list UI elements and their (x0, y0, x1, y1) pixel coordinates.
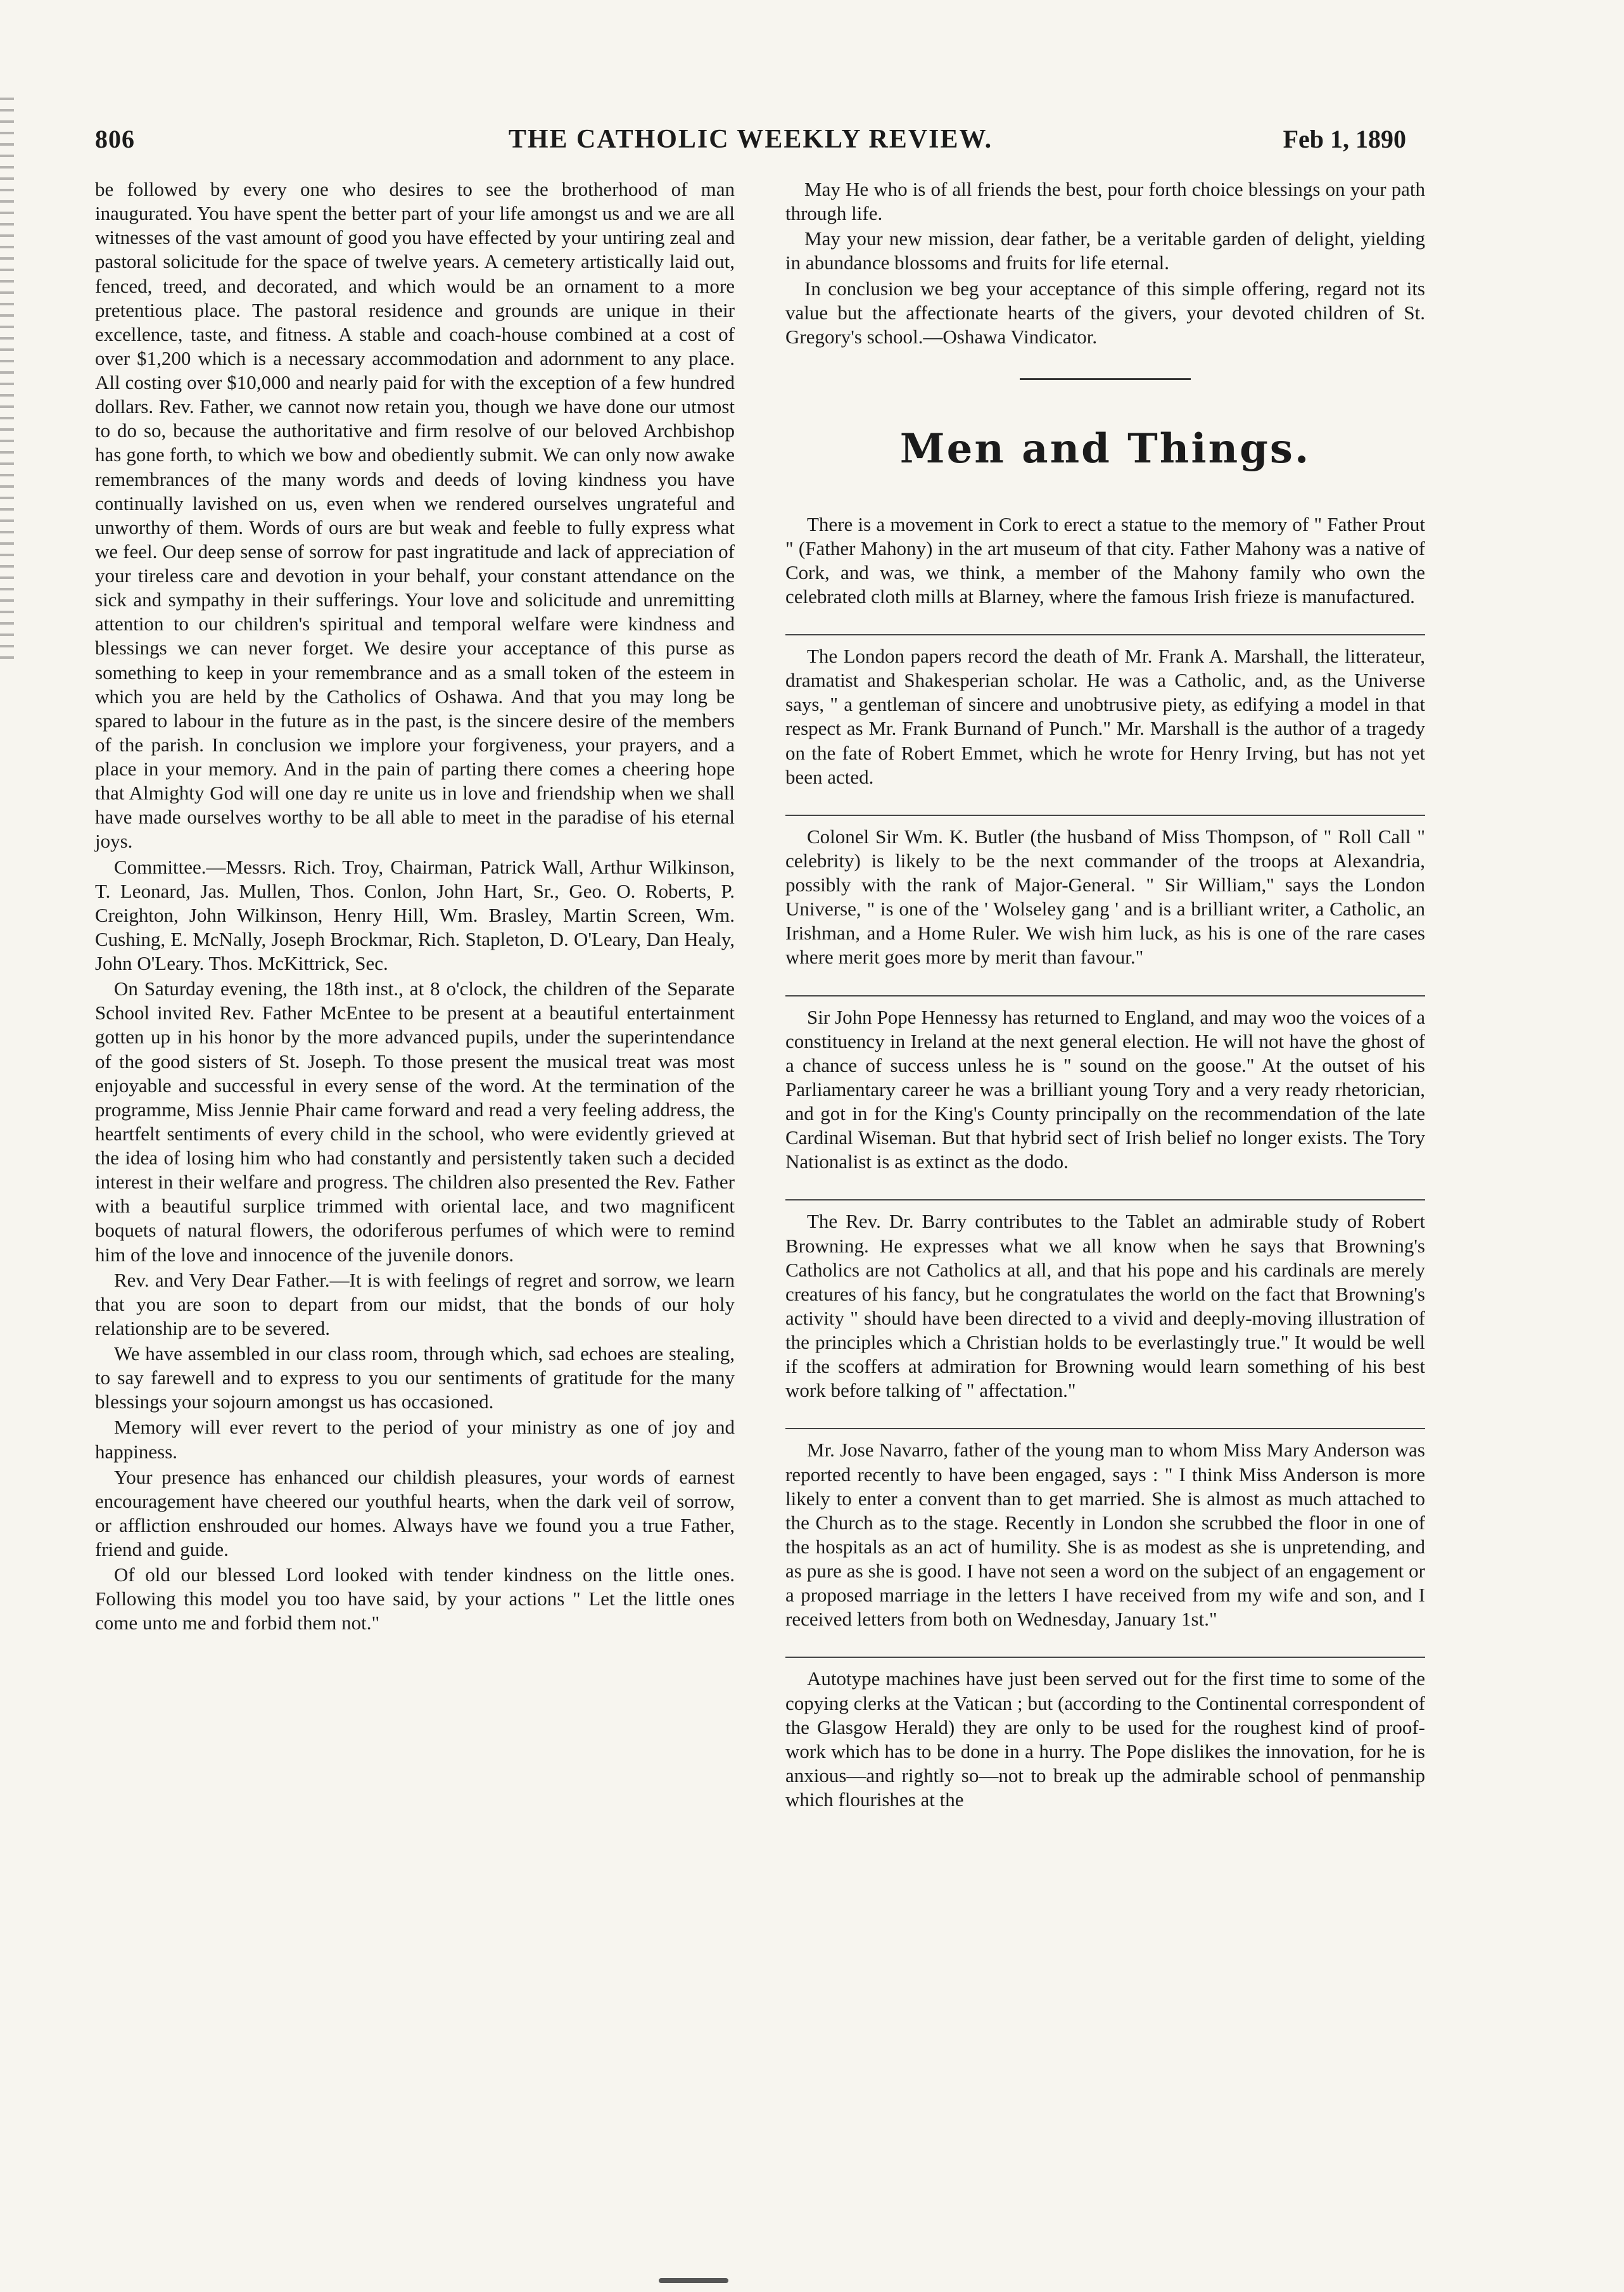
children-address-paragraph: Your presence has enhanced our childish pleasures, your words of earnest encouragement have cheered our youthful hearts, when the dark veil of sorrow, or affliction enshrouded our homes. Always have we found you a true Father, friend and guide. (95, 1465, 735, 1560)
news-item-text: There is a movement in Cork to erect a statue to the memory of " Father Prout " (Father Mahony) in the art museum of that city. Father Mahony was a native of Cork, and was, we think, a member of the Mahony family who own the celebrated cloth mills at Blarney, where the famous Irish frieze is manufactured. (785, 513, 1425, 608)
ink-smudge (659, 2278, 728, 2283)
scan-edge-mark (0, 89, 14, 659)
committee-paragraph: Committee.—Messrs. Rich. Troy, Chairman, Patrick Wall, Arthur Wilkinson, T. Leonard, Jas. Mullen, Thos. Conlon, John Hart, Sr., Geo. O. Roberts, P. Creighton, John Wilkinson, Henry Hill, Wm. Brasley, Martin Screen, Wm. Cushing, E. McNally, Joseph Brockmar, Rich. Stapleton, D. O'Leary, Dan Healy, John O'Leary. Thos. McKittrick, Sec. (95, 855, 735, 974)
page-header (95, 124, 1406, 162)
news-item (785, 1428, 1425, 1631)
children-address-paragraph: Memory will ever revert to the period of your ministry as one of joy and happiness. (95, 1416, 735, 1463)
news-item-text: The Rev. Dr. Barry contributes to the Tablet an admirable study of Robert Browning. He expresses what we all know when he says that Browning's Catholics are not Catholics at all, and that his pope and his cardinals are merely creatures of his fancy, but he congratulates the world on the fact that Browning's activity " should have been directed to a vivid and deeply-moving illustration of the principles which a Christian holds to be everlastingly true." It would be well if the scoffers at admiration for Browning would learn something of his best work before talking of " affectation." (785, 1210, 1425, 1402)
closing-paragraph: May He who is of all friends the best, pour forth choice blessings on your path through life. (785, 178, 1425, 225)
news-item (785, 1199, 1425, 1403)
left-column (95, 177, 735, 1637)
news-item-text: Mr. Jose Navarro, father of the young man to whom Miss Mary Anderson was reported recently to have been engaged, says : " I think Miss Anderson is more likely to enter a convent than to get married. She is almost as much attached to the Church as to the stage. Recently in London she scrubbed the floor in one of the hospitals as an act of humility. She is as modest as she is unpretending, and as pure as she is good. I have not seen a word on the subject of an engagement or a proposed marriage in the letters I have received from my wife and son, and I received letters from both on Wednesday, January 1st." (785, 1439, 1425, 1631)
right-column (785, 177, 1425, 1813)
issue-date: Feb 1, 1890 (1283, 125, 1406, 153)
publication-title: THE CATHOLIC WEEKLY REVIEW. (508, 125, 993, 154)
news-item (785, 513, 1425, 609)
news-item (785, 995, 1425, 1175)
section-divider (1020, 378, 1191, 380)
news-item-text: Autotype machines have just been served out for the first time to some of the copying clerks at the Vatican ; but (according to the Continental correspondent of the Glasgow Herald) they are only to be used for the roughest kind of proof-work which has to be done in a hurry. The Pope dislikes the innovation, for he is anxious—and rightly so—not to break up the admirable school of penmanship which flourishes at the (785, 1667, 1425, 1811)
closing-paragraph: May your new mission, dear father, be a veritable garden of delight, yielding in abundance blossoms and fruits for life eternal. (785, 227, 1425, 274)
entertainment-paragraph: On Saturday evening, the 18th inst., at 8 o'clock, the children of the Separate School invited Rev. Father McEntee to be present at a beautiful entertainment gotten up in his honor by the more advanced pupils, under the superintendance of the good sisters of St. Joseph. To those present the musical treat was most enjoyable and successful in every sense of the word. At the termination of the programme, Miss Jennie Phair came forward and read a very feeling address, the heartfelt sentiments of every child in the school, who were evidently grieved at the idea of losing him who had constantly and persistently taken such a decided interest in their welfare and progress. The children also presented the Rev. Father with a beautiful surplice trimmed with oriental lace, and two magnificent boquets of natural flowers, the odoriferous perfumes of which were to remind him of the love and innocence of the juvenile donors. (95, 977, 735, 1266)
news-item (785, 1657, 1425, 1812)
children-address-salutation: Rev. and Very Dear Father.—It is with feelings of regret and sorrow, we learn that you are soon to depart from our midst, that the bonds of our holy relationship are to be severed. (95, 1268, 735, 1339)
section-title: Men and Things. (899, 424, 1311, 473)
news-item (785, 634, 1425, 789)
address-paragraph: be followed by every one who desires to see the brotherhood of man inaugurated. You have spent the better part of your life amongst us and we are all witnesses of the vast amount of good you have effected by your untiring zeal and pastoral solicitude for the space of twelve years. A cemetery artistically laid out, fenced, treed, and decorated, and which would be an ornament to a more pretentious place. The pastoral residence and grounds are unique in their excellence, taste, and fitness. A stable and coach-house combined at a cost of over $1,200 which is a necessary accommodation and adornment to any place. All costing over $10,000 and nearly paid for with the exception of a few hundred dollars. Rev. Father, we cannot now retain you, though we have done our utmost to do so, because the authoritative and firm resolve of our beloved Archbishop has gone forth, to which we bow and obediently submit. We can only now awake remembrances of the many words and deeds of loving kindness you have continually lavished on us, even when we rendered ourselves ungrateful and unworthy of them. Words of ours are but weak and feeble to fully express what we feel. Our deep sense of sorrow for past ingratitude and lack of appreciation of your tireless care and devotion in your behalf, your constant attendance on the sick and sympathy in their sufferings. Your love and solicitude and unremitting attention to our children's spiritual and temporal welfare were kindness and blessings we can never forget. We desire your acceptance of this purse as something to keep in your remembrance and as a small token of the esteem in which you are held by the Catholics of Oshawa. And that you may long be spared to labour in the future as in the past, is the sincere desire of the members of the parish. In conclusion we implore your forgiveness, your prayers, and a place in your memory. And in the pain of parting there comes a cheering hope that Almighty God will one day re unite us in love and friendship when we shall have made ourselves worthy to be all able to meet in the paradise of his eternal joys. (95, 178, 735, 853)
news-item-text: Sir John Pope Hennessy has returned to England, and may woo the voices of a constituency in Ireland at the next general election. He will not have the ghost of a chance of success unless he is " sound on the goose." At the outset of his Parliamentary career he was a brilliant young Tory and a very ready rhetorician, and got in for the King's County principally on the recommendation of the late Cardinal Wiseman. But that hybrid sect of Irish belief no longer exists. The Tory Nationalist is as extinct as the dodo. (785, 1005, 1425, 1173)
news-item (785, 815, 1425, 970)
page-number: 806 (95, 125, 135, 153)
news-item-text: Colonel Sir Wm. K. Butler (the husband of Miss Thompson, of " Roll Call " celebrity) is likely to be the next commander of the troops at Alexandria, possibly with the rank of Major-General. " Sir William," says the London Universe, " is one of the ' Wolseley gang ' and is a brilliant writer, a Catholic, an Irishman, and a Home Ruler. We wish him luck, as his is one of the rare cases where merit goes more by merit than favour." (785, 825, 1425, 969)
closing-paragraph: In conclusion we beg your acceptance of this simple offering, regard not its value but the affectionate hearts of the givers, your devoted children of St. Gregory's school.—Oshawa Vindicator. (785, 277, 1425, 348)
news-item-text: The London papers record the death of Mr. Frank A. Marshall, the litterateur, dramatist and Shakesperian scholar. He was a Catholic, and, as the Universe says, " a gentleman of sincere and unobtrusive piety, as edifying a model in that respect as Mr. Frank Burnand of Punch." Mr. Marshall is the author of a tragedy on the fate of Robert Emmet, which he wrote for Henry Irving, but has not yet been acted. (785, 645, 1425, 788)
children-address-paragraph: We have assembled in our class room, through which, sad echoes are stealing, to say farewell and to express to you our sentiments of gratitude for the many blessings your sojourn amongst us has occasioned. (95, 1342, 735, 1413)
children-address-paragraph: Of old our blessed Lord looked with tender kindness on the little ones. Following this model you too have said, by your actions " Let the little ones come unto me and forbid them not." (95, 1563, 735, 1634)
